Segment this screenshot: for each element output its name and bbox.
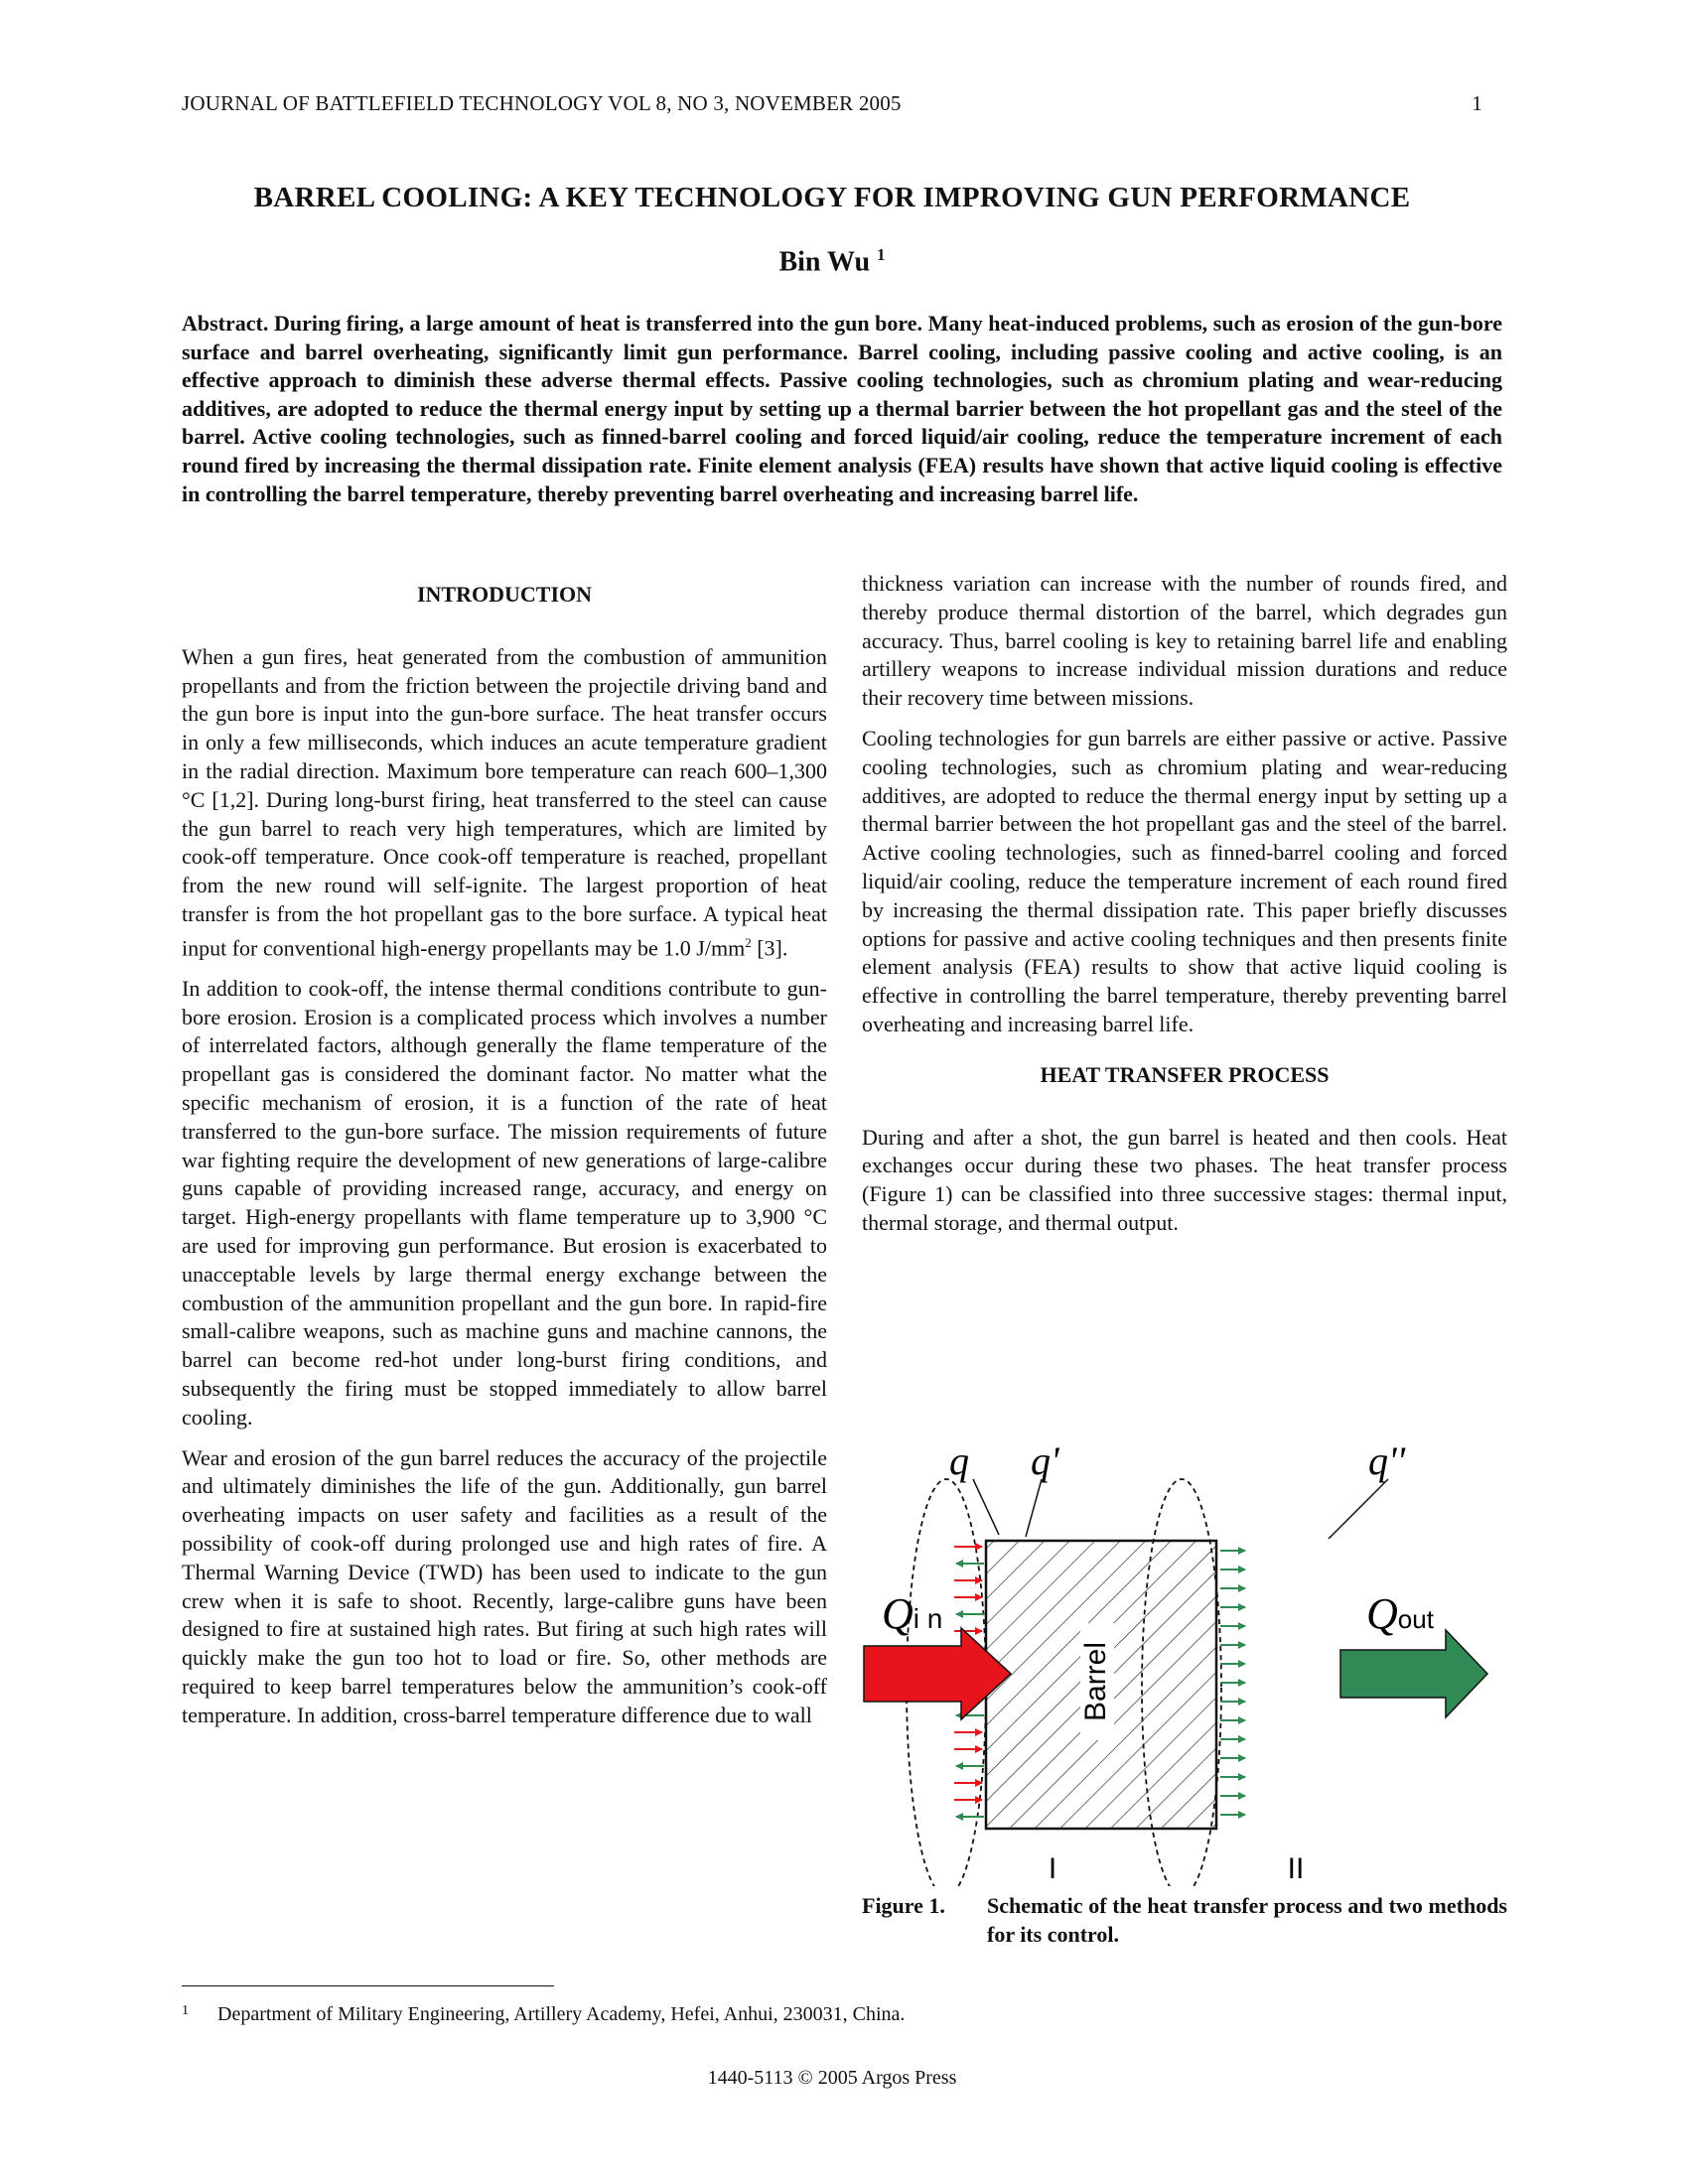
intro-paragraph-2: In addition to cook-off, the intense thermal conditions contribute to gun-bore erosion. Erosion is a complicated process which involves a number of interrelated factors, although generally the flame temperature of the propellant gas is considered the dominant factor. No matter what the specific mechanism of erosion, it is a function of the rate of heat transferred to the gun-bore surface. The mission requirements of future war fighting require the development of new generations of large-calibre guns capable of providing increased range, accuracy, and energy on target. High-energy propellants with flame temperature up to 3,900 °C are used for improving gun performance. But erosion is exacerbated to unacceptable levels by large thermal energy exchange between the combustion of the ammunition propellant and the gun bore. In rapid-fire small-calibre weapons, such as machine guns and machine cannons, the barrel can become red-hot under long-burst firing conditions, and subsequently the firing must be stopped immediately to allow barrel cooling. — [182, 975, 827, 1430]
q-prime-label: q' — [1031, 1438, 1059, 1483]
journal-name: JOURNAL OF BATTLEFIELD TECHNOLOGY VOL 8, NO 3, NOVEMBER 2005 — [182, 91, 902, 115]
q-out-label: Qout — [1366, 1589, 1434, 1638]
right-column — [862, 570, 1507, 1250]
q-in-label: Qi n — [882, 1589, 943, 1638]
q-label: q — [949, 1438, 969, 1483]
q-leader-line — [973, 1479, 999, 1535]
heat-transfer-paragraph-1: During and after a shot, the gun barrel is heated and then cools. Heat exchanges occur during these two phases. The heat transfer process (Figure 1) can be classified into three successive stages: thermal input, thermal storage, and thermal output. — [862, 1124, 1507, 1235]
intro-paragraph-4: thickness variation can increase with the number of rounds fired, and thereby produce thermal distortion of the barrel, which degrades gun accuracy. Thus, barrel cooling is key to retaining barrel life and enabling artillery weapons to increase individual mission durations and reduce their recovery time between missions. — [862, 571, 1507, 711]
author-line — [182, 245, 1482, 278]
paper-title: BARREL COOLING: A KEY TECHNOLOGY FOR IMPROVING GUN PERFORMANCE — [253, 182, 1411, 213]
figure-1-diagram — [862, 1420, 1507, 1886]
superscript-2: 2 — [745, 934, 752, 950]
output-flux-arrows — [1220, 1551, 1245, 1815]
page-number: 1 — [1472, 91, 1482, 115]
region-1-label: I — [1048, 1852, 1057, 1885]
q-out-arrow — [1340, 1630, 1487, 1717]
author-name: Bin Wu — [778, 246, 871, 278]
figure-1-caption-label: Figure 1. — [862, 1893, 945, 1918]
copyright-line: 1440-5113 © 2005 Argos Press — [707, 2067, 957, 2089]
footnote-mark: 1 — [182, 2003, 189, 2018]
running-head — [182, 91, 1482, 116]
q-double-prime-label: q'' — [1368, 1438, 1406, 1483]
figure-1-caption — [862, 1891, 1507, 1949]
left-column — [182, 581, 827, 1742]
intro-paragraph-3: Wear and erosion of the gun barrel reduces the accuracy of the projectile and ultimately diminishes the life of the gun. Additionally, gun barrel overheating impacts on user safety and facilities as a result of the possibility of cook-off during prolonged use and high rates of fire. A Thermal Warning Device (TWD) has been used to indicate to the gun crew when it is safe to shoot. Recently, large-calibre guns have been designed to fire at sustained high rates. But firing at such high rates will quickly make the gun too hot to load or fire. So, other methods are required to keep barrel temperatures below the ammunition’s cook-off temperature. In addition, cross-barrel temperature difference due to wall — [182, 1444, 827, 1727]
figure-1-caption-text: Schematic of the heat transfer process and two methods for its control. — [987, 1893, 1507, 1947]
intro-paragraph-5: Cooling technologies for gun barrels are either passive or active. Passive cooling technologies, such as chromium plating and wear-reducing additives, are adopted to reduce the thermal energy input by setting up a thermal barrier between the hot propellant gas and the steel of the barrel. Active cooling technologies, such as finned-barrel cooling and forced liquid/air cooling, reduce the temperature increment of each round fired by increasing the thermal dissipation rate. This paper briefly discusses options for passive and active cooling techniques and then presents finite element analysis (FEA) results to show that active liquid cooling is effective in controlling the barrel temperature, thereby preventing barrel overheating and increasing barrel life. — [862, 725, 1507, 1036]
author-footnote-mark: 1 — [877, 245, 886, 264]
q-double-prime-leader-line — [1329, 1479, 1388, 1539]
footnote-text: Department of Military Engineering, Artillery Academy, Hefei, Anhui, 230031, China. — [217, 2003, 906, 2025]
introduction-heading: INTRODUCTION — [416, 582, 593, 607]
barrel-label: Barrel — [1078, 1641, 1112, 1722]
abstract: Abstract. During firing, a large amount of heat is transferred into the gun bore. Many heat-induced problems, such as erosion of the gun-bore surface and barrel overheating, significantly limit gun performance. Barrel cooling, including passive cooling and active cooling, is an effective approach to diminish these adverse thermal effects. Passive cooling technologies, such as chromium plating and wear-reducing additives, are adopted to reduce the thermal energy input by setting up a thermal barrier between the hot propellant gas and the steel of the barrel. Active cooling technologies, such as finned-barrel cooling and forced liquid/air cooling, reduce the temperature increment of each round fired by increasing the thermal dissipation rate. Finite element analysis (FEA) results have shown that active liquid cooling is effective in controlling the barrel temperature, thereby preventing barrel overheating and increasing barrel life. — [182, 311, 1502, 506]
footnote — [182, 2003, 905, 2026]
heat-transfer-heading: HEAT TRANSFER PROCESS — [1040, 1061, 1330, 1087]
intro-paragraph-1: When a gun fires, heat generated from the combustion of ammunition propellants and from the friction between the projectile driving band and the gun bore is input into the gun-bore surface. The heat transfer occurs in only a few milliseconds, which induces an acute temperature gradient in the radial direction. Maximum bore temperature can reach 600–1,300 °C [1,2]. During long-burst firing, heat transferred to the steel can cause the gun barrel to reach very high temperatures, which are limited by cook-off temperature. Once cook-off temperature is reached, propellant from the new round will self-ignite. The largest proportion of heat transfer is from the hot propellant gas to the bore surface. A typical heat input for conventional high-energy propellants may be 1.0 $J/mm^2$ [3]. — [182, 643, 827, 961]
region-2-label: II — [1287, 1852, 1305, 1885]
footnote-rule — [182, 1985, 554, 1986]
q-prime-leader-line — [1026, 1479, 1042, 1537]
